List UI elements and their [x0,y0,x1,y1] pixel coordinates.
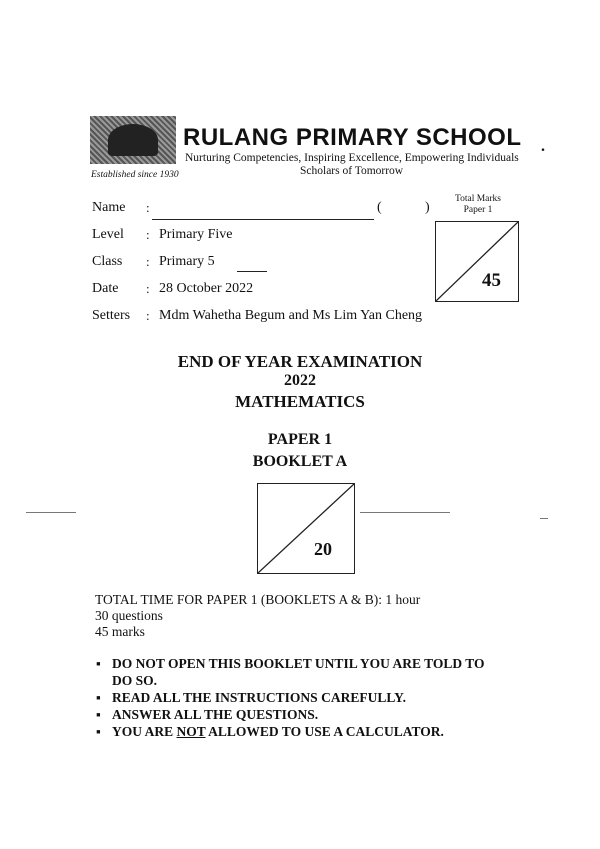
scan-noise [26,512,76,513]
school-tagline: Scholars of Tomorrow [300,165,404,177]
stray-dot: . [541,138,545,155]
instruction-item [96,656,485,672]
instruction-text: ANSWER ALL THE QUESTIONS. [112,707,319,722]
name-label: Name [92,200,126,215]
setters-value: Mdm Wahetha Begum and Ms Lim Yan Cheng [159,308,423,323]
instruction-item [96,690,406,706]
exam-subject: MATHEMATICS [235,392,365,411]
instruction-item [96,724,444,740]
setters-label: Setters [92,308,131,323]
total-marks-label: Total Marks [454,194,502,204]
instruction-text: READ ALL THE INSTRUCTIONS CAREFULLY. [112,690,406,705]
name-colon: : [146,200,150,215]
name-field[interactable] [152,219,374,220]
paper-number: PAPER 1 [267,431,333,448]
bullet-icon: ▪ [96,724,101,739]
instruction-emphasis: NOT [176,724,206,739]
bullet-icon: ▪ [96,656,101,671]
class-number-paren-open: ( [377,200,382,215]
question-count: 30 questions [95,608,163,623]
booklet-label: BOOKLET A [252,453,348,470]
booklet-marks-box [257,483,355,574]
setters-colon: : [146,308,150,323]
class-label: Class [92,254,123,269]
total-time: TOTAL TIME FOR PAPER 1 (BOOKLETS A & B): 1 hour [95,592,421,607]
scan-noise [360,512,450,513]
date-value: 28 October 2022 [159,281,254,296]
exam-title: END OF YEAR EXAMINATION [177,352,423,371]
class-underline [237,271,267,272]
bullet-icon: ▪ [96,707,101,722]
exam-year: 2022 [284,372,316,389]
school-name: RULANG PRIMARY SCHOOL [183,124,522,151]
instruction-text: DO SO. [112,673,158,688]
established-text: Established since 1930 [91,170,179,180]
booklet-marks-value: 20 [314,539,332,559]
instruction-text: DO NOT OPEN THIS BOOKLET UNTIL YOU ARE TOLD TO [112,656,485,671]
total-marks-box [435,221,519,302]
total-marks-value: 45 [482,270,501,291]
scan-noise [540,518,548,519]
level-colon: : [146,227,150,242]
booklet-marks-diagonal [258,484,354,573]
instruction-text-post: ALLOWED TO USE A CALCULATOR. [205,724,444,739]
instruction-item-continued [96,673,157,689]
level-label: Level [92,227,124,242]
class-number-paren-close: ) [425,200,430,215]
bullet-icon: ▪ [96,690,101,705]
school-logo [90,116,176,164]
class-colon: : [146,254,150,269]
total-marks-title [437,194,519,216]
total-marks-paper: Paper 1 [463,205,493,215]
class-value: Primary 5 [159,254,215,269]
level-value: Primary Five [159,227,233,242]
date-label: Date [92,281,119,296]
instruction-text-pre: YOU ARE [112,724,177,739]
instruction-item [96,707,318,723]
date-colon: : [146,281,150,296]
total-marks-diagonal [436,222,518,301]
marks-count: 45 marks [95,624,145,639]
school-motto: Nurturing Competencies, Inspiring Excellence, Empowering Individuals [185,152,519,164]
